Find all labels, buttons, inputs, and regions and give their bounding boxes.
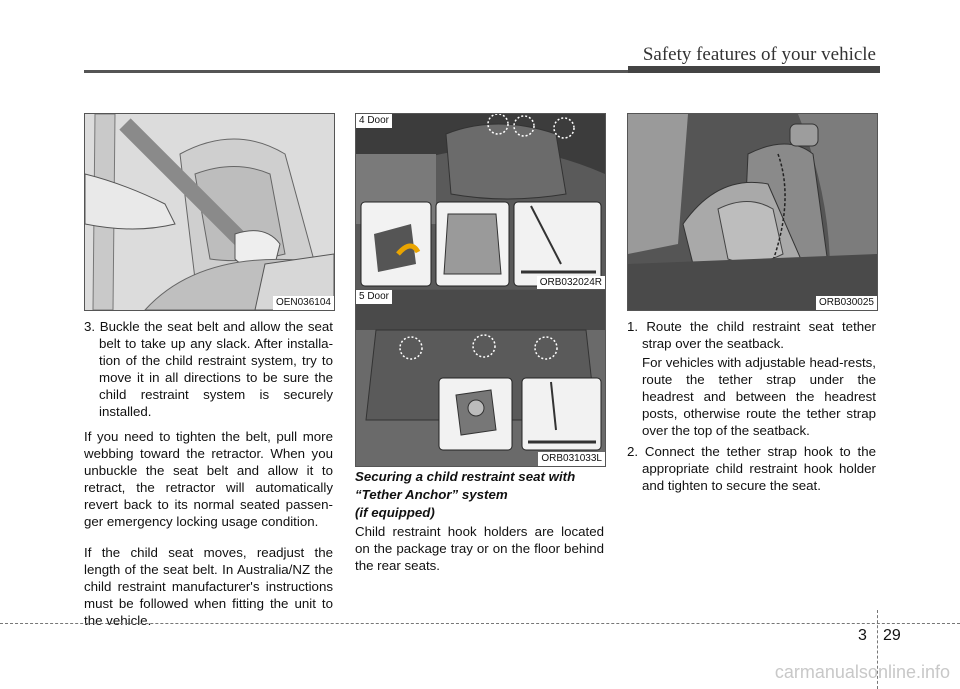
figure-label-4door: 4 Door — [356, 114, 392, 128]
figure-code-oen036104: OEN036104 — [273, 296, 334, 310]
hook-holders-paragraph: Child restraint hook holders are located on the package tray or on the floor behind the rear seats. — [355, 524, 604, 573]
figure-tether-strap — [627, 113, 878, 311]
heading-line-3: (if equipped) — [355, 505, 435, 520]
step-2-text: 2. Connect the tether strap hook to the appropriate child restraint hook holder and tighten to secure the seat. — [627, 444, 876, 493]
readjust-paragraph: If the child seat moves, readjust the length of the seat belt. In Australia/NZ the child restraint manufacturer's instructions must be followed when fitting the unit to the vehicle. — [84, 545, 333, 628]
header-title: Safety features of your vehicle — [642, 44, 876, 65]
step-3-text: 3. Buckle the seat belt and allow the seat belt to take up any slack. After installa-tion of the child restraint system, try to move it in all directions to be sure the child restraint system is securely installed. — [84, 319, 333, 419]
figure-4door-illustration — [356, 114, 605, 290]
page-number: 29 — [883, 627, 901, 644]
watermark-text: carmanualsonline.info — [774, 662, 950, 682]
middle-column — [355, 469, 604, 582]
figure-code-orb031033l: ORB031033L — [538, 452, 605, 466]
chapter-number: 3 — [858, 627, 867, 644]
header-rule-accent — [628, 66, 880, 73]
left-column — [84, 318, 333, 637]
figure-5door-anchors — [355, 289, 606, 467]
figure-4door-anchors — [355, 113, 606, 291]
footer-rule — [0, 623, 960, 624]
figure-tether-illustration — [628, 114, 877, 310]
section-heading-tether-anchor — [355, 469, 604, 521]
figure-seat-belt-illustration — [85, 114, 334, 310]
step-1-subtext: For vehicles with adjustable head-rests, route the tether strap under the headrest and between the headrest posts, otherwise route the tether strap over the top of the seatback. — [642, 355, 876, 438]
step-1-text: 1. Route the child restraint seat tether strap over the seatback. — [627, 319, 876, 351]
figure-seat-belt-buckle — [84, 113, 335, 311]
figure-5door-illustration — [356, 290, 605, 466]
right-column — [627, 318, 876, 502]
figure-label-5door: 5 Door — [356, 290, 392, 304]
tighten-belt-paragraph: If you need to tighten the belt, pull more webbing toward the retractor. When you unbuckle the seat belt and allow it to retract, the retractor will automatically revert back to its normal seated passen-ger emergency locking usage condition. — [84, 429, 333, 529]
heading-line-2: “Tether Anchor” system — [355, 487, 508, 502]
heading-line-1: Securing a child restraint seat with — [355, 469, 576, 484]
figure-code-orb030025: ORB030025 — [816, 296, 877, 310]
figure-code-orb032024r: ORB032024R — [537, 276, 605, 290]
